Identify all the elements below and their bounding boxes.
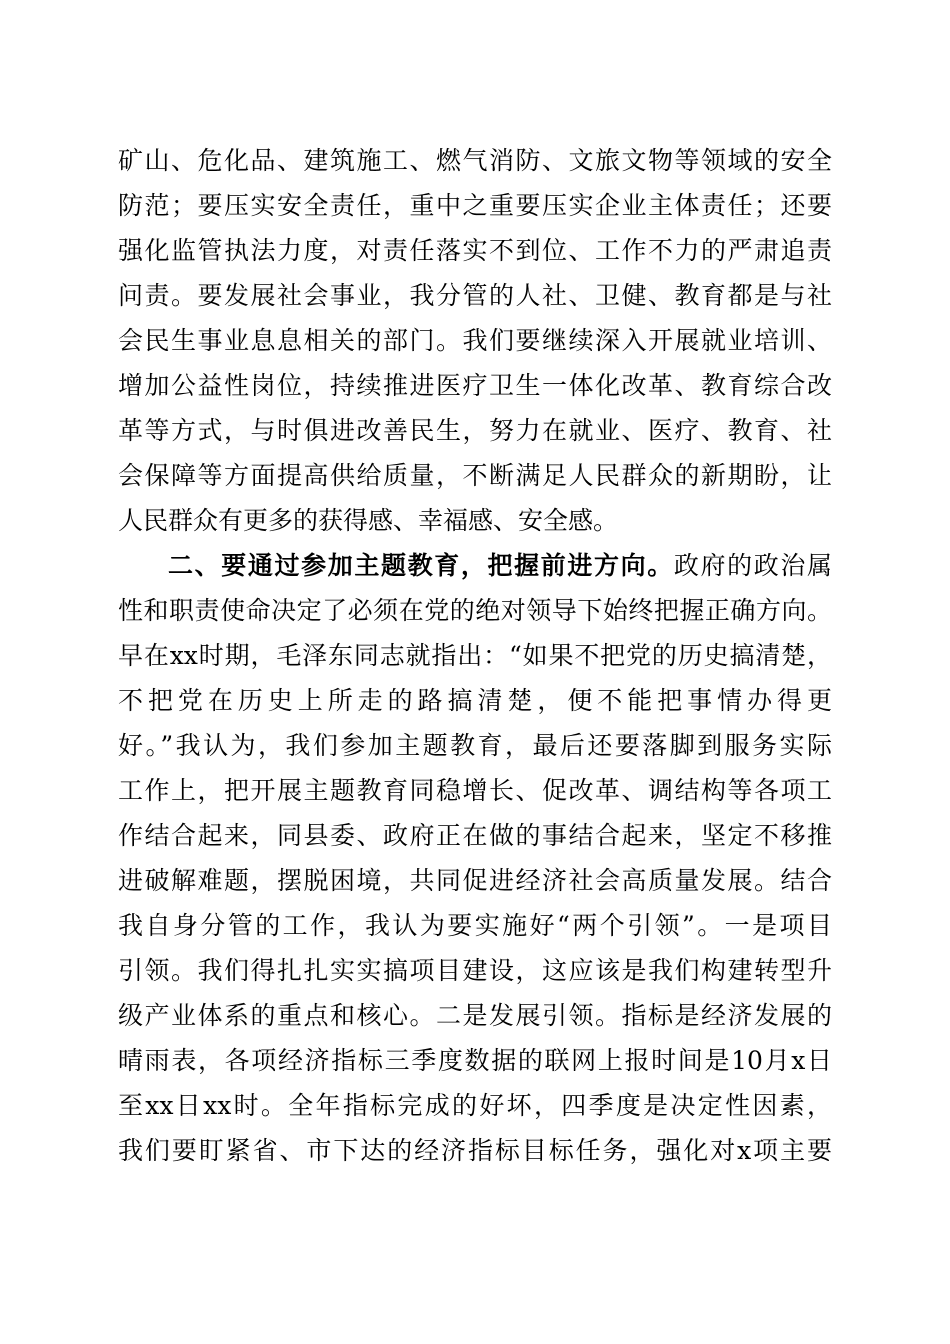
text-line: 不把党在历史上所走的路搞清楚，便不能把事情办得更	[118, 686, 832, 715]
text-line: 级产业体系的重点和核心。二是发展引领。指标是经济发展的	[118, 1001, 832, 1030]
section-heading: 二、要通过参加主题教育，把握前进方向。	[168, 551, 674, 580]
text-line: 防范；要压实安全责任，重中之重要压实企业主体责任；还要	[118, 191, 832, 220]
text-line: 至xx日xx时。全年指标完成的好坏，四季度是决定性因素，	[118, 1091, 832, 1120]
text-line: 增加公益性岗位，持续推进医疗卫生一体化改革、教育综合改	[118, 371, 832, 400]
text-line: 引领。我们得扎扎实实搞项目建设，这应该是我们构建转型升	[118, 956, 832, 985]
text-line: 革等方式，与时俱进改善民生，努力在就业、医疗、教育、社	[118, 416, 832, 445]
text-line: 问责。要发展社会事业，我分管的人社、卫健、教育都是与社	[118, 281, 832, 310]
text-line: 早在xx时期，毛泽东同志就指出：“如果不把党的历史搞清楚，	[118, 641, 832, 670]
text-line: 性和职责使命决定了必须在党的绝对领导下始终把握正确方向。	[118, 596, 832, 625]
text-line: 人民群众有更多的获得感、幸福感、安全感。	[118, 506, 619, 535]
text-line: 我们要盯紧省、市下达的经济指标目标任务，强化对x项主要	[118, 1136, 832, 1165]
text-line: 作结合起来，同县委、政府正在做的事结合起来，坚定不移推	[118, 821, 832, 850]
section-heading-rest: 政府的政治属	[673, 551, 832, 580]
text-line: 进破解难题，摆脱困境，共同促进经济社会高质量发展。结合	[118, 866, 832, 895]
text-line: 工作上，把开展主题教育同稳增长、促改革、调结构等各项工	[118, 776, 832, 805]
text-line: 强化监管执法力度，对责任落实不到位、工作不力的严肃追责	[118, 236, 832, 265]
text-line: 矿山、危化品、建筑施工、燃气消防、文旅文物等领域的安全	[118, 146, 832, 175]
section-heading-line	[168, 546, 832, 586]
text-line: 晴雨表，各项经济指标三季度数据的联网上报时间是10月x日	[118, 1046, 832, 1075]
text-line: 好。”我认为，我们参加主题教育，最后还要落脚到服务实际	[118, 731, 832, 760]
text-line: 会保障等方面提高供给质量，不断满足人民群众的新期盼，让	[118, 461, 832, 490]
text-line: 会民生事业息息相关的部门。我们要继续深入开展就业培训、	[118, 326, 832, 355]
text-line: 我自身分管的工作，我认为要实施好“两个引领”。一是项目	[118, 911, 832, 940]
